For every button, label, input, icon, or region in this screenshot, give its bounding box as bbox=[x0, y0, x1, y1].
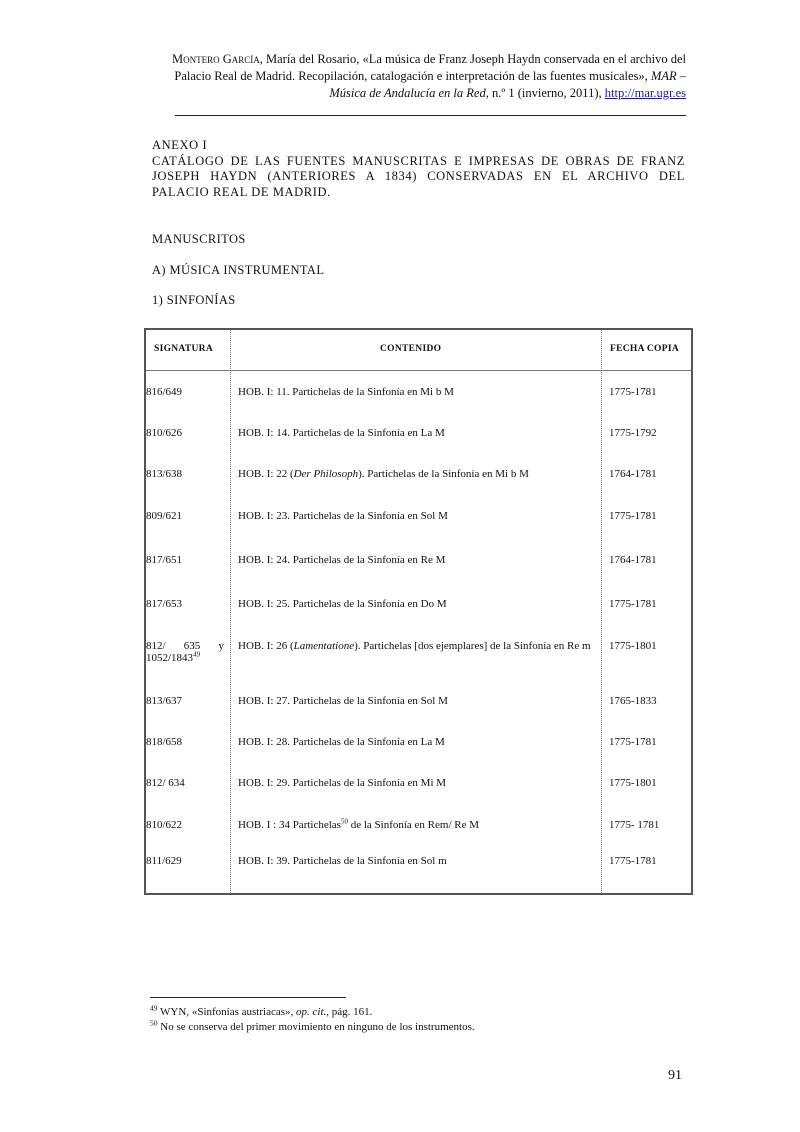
cell-fecha: 1775- 1781 bbox=[609, 819, 660, 831]
cell-contenido: HOB. I : 34 Partichelas$^{50}$ de la Sinfonía en Rem/ Re M bbox=[238, 817, 480, 831]
cell-contenido: HOB. I: 25. Partichelas de la Sinfonía en Do M bbox=[238, 598, 447, 610]
header-fecha: FECHA COPIA bbox=[610, 344, 680, 354]
annex-line-4: PALACIO REAL DE MADRID. bbox=[152, 184, 331, 199]
header-rule bbox=[175, 115, 686, 116]
header-signatura: SIGNATURA bbox=[154, 344, 214, 354]
section-musica-instrumental: A) MÚSICA INSTRUMENTAL bbox=[152, 263, 325, 277]
cell-fecha: 1764-1781 bbox=[609, 468, 657, 480]
cell-signatura: 817/653 bbox=[146, 598, 183, 610]
table-header-row bbox=[146, 330, 691, 371]
citation-issue: , n.º 1 (invierno, 2011), bbox=[485, 86, 605, 100]
cell-contenido: HOB. I: 22 (Der Philosoph). Partichelas de la Sinfonía en Mi b M bbox=[238, 468, 529, 480]
footnote-rule bbox=[150, 997, 346, 998]
cell-signatura: 817/651 bbox=[146, 554, 183, 566]
cell-fecha: 1775-1801 bbox=[609, 777, 657, 789]
page-number: 91 bbox=[668, 1068, 682, 1083]
cell-fecha: 1764-1781 bbox=[609, 554, 657, 566]
cell-fecha: 1775-1801 bbox=[609, 640, 657, 652]
footnote-ref-50[interactable]: 50 bbox=[340, 817, 348, 826]
footnote-49: $^{49}$ WYN, «Sinfonías austriacas», op. cit., pág. 161. bbox=[150, 1003, 373, 1018]
citation-text: , María del Rosario, «La música de Franz Joseph Haydn conservada en el archivo del Palacio Real de Madrid. Recopilación, catalogación e interpretación de las fuentes musicales», bbox=[174, 52, 686, 83]
cell-fecha: 1765-1833 bbox=[609, 695, 657, 707]
section-sinfonias: 1) SINFONÍAS bbox=[152, 293, 236, 307]
cell-contenido: HOB. I: 24. Partichelas de la Sinfonía en Re M bbox=[238, 554, 446, 566]
section-manuscritos: MANUSCRITOS bbox=[152, 232, 246, 246]
cell-signatura: 812/ 635 y 1052/1843$^{49}$ bbox=[146, 640, 224, 664]
cell-signatura: 818/658 bbox=[146, 736, 183, 748]
citation-author: Montero García bbox=[171, 52, 260, 66]
cell-fecha: 1775-1781 bbox=[609, 386, 657, 398]
header-contenido: CONTENIDO bbox=[380, 344, 442, 354]
cell-fecha: 1775-1792 bbox=[609, 427, 657, 439]
cell-contenido: HOB. I: 28. Partichelas de la Sinfonía en La M bbox=[238, 736, 445, 748]
cell-contenido: HOB. I: 27. Partichelas de la Sinfonía en Sol M bbox=[238, 695, 448, 707]
cell-signatura: 813/637 bbox=[146, 695, 183, 707]
column-divider bbox=[601, 330, 602, 893]
cell-contenido: HOB. I: 29. Partichelas de la Sinfonía en Mi M bbox=[238, 777, 447, 789]
cell-signatura: 816/649 bbox=[146, 386, 183, 398]
cell-contenido: HOB. I: 11. Partichelas de la Sinfonía en Mi b M bbox=[238, 386, 454, 398]
cell-signatura: 813/638 bbox=[146, 468, 183, 480]
annex-line-3: JOSEPH HAYDN (ANTERIORES A 1834) CONSERVADAS EN EL ARCHIVO DEL bbox=[152, 169, 685, 183]
catalog-table bbox=[144, 328, 693, 895]
cell-contenido: HOB. I: 14. Partichelas de la Sinfonía en La M bbox=[238, 427, 445, 439]
cell-signatura: 811/629 bbox=[146, 855, 182, 867]
cell-signatura: 810/626 bbox=[146, 427, 183, 439]
annex-line-2: CATÁLOGO DE LAS FUENTES MANUSCRITAS E IMPRESAS DE OBRAS DE FRANZ bbox=[152, 153, 685, 168]
cell-fecha: 1775-1781 bbox=[609, 510, 657, 522]
cell-signatura: 812/ 634 bbox=[146, 777, 185, 789]
citation-journal: MAR – Música de Andalucía en la Red bbox=[329, 69, 686, 100]
cell-signatura: 809/621 bbox=[146, 510, 183, 522]
citation-link[interactable]: http://mar.ugr.es bbox=[604, 86, 686, 100]
footnote-50: $^{50}$ No se conserva del primer movimiento en ninguno de los instrumentos. bbox=[150, 1018, 475, 1033]
cell-fecha: 1775-1781 bbox=[609, 855, 657, 867]
citation-header bbox=[150, 51, 686, 102]
annex-line-1: ANEXO I bbox=[152, 138, 208, 152]
footnote-ref-49[interactable]: 49 bbox=[193, 650, 201, 659]
cell-contenido: HOB. I: 39. Partichelas de la Sinfonía en Sol m bbox=[238, 855, 447, 867]
cell-fecha: 1775-1781 bbox=[609, 598, 657, 610]
cell-fecha: 1775-1781 bbox=[609, 736, 657, 748]
annex-title bbox=[152, 138, 685, 200]
cell-signatura: 810/622 bbox=[146, 819, 183, 831]
cell-contenido: HOB. I: 26 (Lamentatione). Partichelas [dos ejemplares] de la Sinfonía en Re m bbox=[238, 640, 591, 652]
cell-contenido: HOB. I: 23. Partichelas de la Sinfonía en Sol M bbox=[238, 510, 448, 522]
column-divider bbox=[230, 330, 231, 893]
